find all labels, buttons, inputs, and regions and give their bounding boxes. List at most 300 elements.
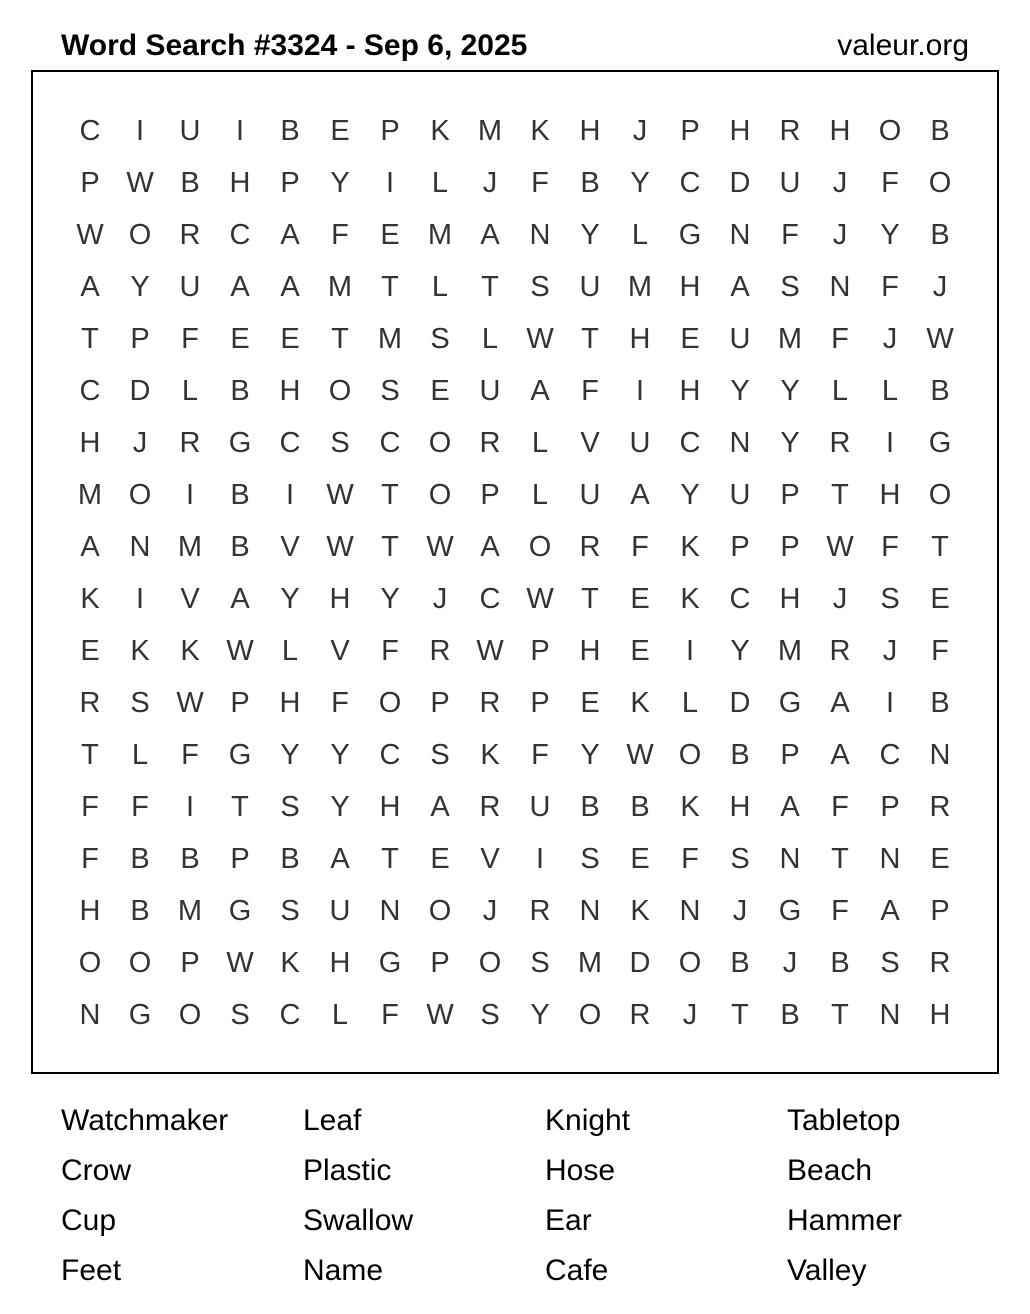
- grid-letter[interactable]: B: [230, 478, 250, 511]
- grid-letter[interactable]: O: [928, 166, 952, 199]
- grid-letter[interactable]: H: [79, 894, 101, 927]
- grid-letter[interactable]: S: [130, 686, 150, 719]
- grid-letter[interactable]: S: [530, 946, 550, 979]
- grid-letter[interactable]: B: [930, 686, 950, 719]
- grid-letter[interactable]: O: [378, 686, 402, 719]
- grid-letter[interactable]: K: [480, 738, 500, 771]
- grid-letter[interactable]: K: [430, 114, 450, 147]
- grid-letter[interactable]: T: [831, 478, 849, 511]
- grid-letter[interactable]: J: [682, 998, 698, 1031]
- grid-letter[interactable]: P: [680, 114, 700, 147]
- grid-letter[interactable]: B: [780, 998, 800, 1031]
- grid-letter[interactable]: F: [81, 790, 99, 823]
- grid-letter[interactable]: E: [580, 686, 600, 719]
- grid-letter[interactable]: O: [678, 946, 702, 979]
- grid-letter[interactable]: S: [430, 322, 450, 355]
- grid-letter[interactable]: J: [432, 582, 448, 615]
- grid-letter[interactable]: Y: [780, 374, 800, 407]
- grid-letter[interactable]: K: [280, 946, 300, 979]
- grid-letter[interactable]: H: [579, 634, 601, 667]
- grid-letter[interactable]: U: [179, 270, 201, 303]
- grid-letter[interactable]: U: [329, 894, 351, 927]
- grid-letter[interactable]: L: [131, 738, 149, 771]
- grid-letter[interactable]: L: [681, 686, 699, 719]
- grid-letter[interactable]: M: [377, 322, 403, 355]
- grid-letter[interactable]: T: [581, 322, 599, 355]
- grid-letter[interactable]: Y: [280, 738, 300, 771]
- grid-letter[interactable]: E: [630, 634, 650, 667]
- grid-letter[interactable]: F: [181, 322, 199, 355]
- grid-letter[interactable]: J: [832, 218, 848, 251]
- grid-letter[interactable]: K: [80, 582, 100, 615]
- grid-letter[interactable]: V: [480, 842, 500, 875]
- grid-letter[interactable]: M: [327, 270, 353, 303]
- grid-letter[interactable]: H: [579, 114, 601, 147]
- grid-letter[interactable]: A: [230, 270, 250, 303]
- grid-letter[interactable]: V: [180, 582, 200, 615]
- grid-letter[interactable]: K: [680, 530, 700, 563]
- grid-letter[interactable]: N: [529, 218, 551, 251]
- grid-letter[interactable]: R: [929, 790, 951, 823]
- grid-letter[interactable]: E: [430, 374, 450, 407]
- grid-letter[interactable]: T: [381, 478, 399, 511]
- grid-letter[interactable]: B: [280, 842, 300, 875]
- grid-letter[interactable]: C: [279, 426, 301, 459]
- grid-letter[interactable]: O: [678, 738, 702, 771]
- grid-letter[interactable]: B: [930, 218, 950, 251]
- grid-letter[interactable]: F: [631, 530, 649, 563]
- grid-letter[interactable]: T: [831, 842, 849, 875]
- grid-letter[interactable]: R: [179, 426, 201, 459]
- grid-letter[interactable]: S: [330, 426, 350, 459]
- grid-letter[interactable]: P: [780, 478, 800, 511]
- grid-letter[interactable]: N: [729, 218, 751, 251]
- grid-letter[interactable]: E: [330, 114, 350, 147]
- grid-letter[interactable]: Y: [880, 218, 900, 251]
- grid-letter[interactable]: Y: [530, 998, 550, 1031]
- grid-letter[interactable]: B: [730, 738, 750, 771]
- grid-letter[interactable]: F: [581, 374, 599, 407]
- grid-letter[interactable]: O: [928, 478, 952, 511]
- grid-letter[interactable]: D: [129, 374, 151, 407]
- grid-letter[interactable]: N: [579, 894, 601, 927]
- grid-letter[interactable]: C: [79, 374, 101, 407]
- grid-letter[interactable]: O: [178, 998, 202, 1031]
- grid-letter[interactable]: H: [279, 686, 301, 719]
- grid-letter[interactable]: F: [831, 322, 849, 355]
- grid-letter[interactable]: D: [729, 686, 751, 719]
- grid-letter[interactable]: K: [680, 582, 700, 615]
- grid-letter[interactable]: U: [629, 426, 651, 459]
- grid-letter[interactable]: F: [131, 790, 149, 823]
- grid-letter[interactable]: R: [479, 426, 501, 459]
- grid-letter[interactable]: M: [177, 894, 203, 927]
- grid-letter[interactable]: B: [580, 790, 600, 823]
- grid-letter[interactable]: A: [730, 270, 750, 303]
- grid-letter[interactable]: J: [882, 634, 898, 667]
- grid-letter[interactable]: J: [132, 426, 148, 459]
- grid-letter[interactable]: F: [831, 894, 849, 927]
- grid-letter[interactable]: Y: [330, 738, 350, 771]
- grid-letter[interactable]: K: [530, 114, 550, 147]
- grid-letter[interactable]: P: [130, 322, 150, 355]
- grid-letter[interactable]: G: [678, 218, 702, 251]
- grid-letter[interactable]: H: [679, 374, 701, 407]
- grid-letter[interactable]: J: [632, 114, 648, 147]
- grid-letter[interactable]: T: [481, 270, 499, 303]
- grid-letter[interactable]: K: [630, 894, 650, 927]
- grid-letter[interactable]: L: [881, 374, 899, 407]
- grid-letter[interactable]: H: [329, 946, 351, 979]
- grid-letter[interactable]: A: [830, 738, 850, 771]
- grid-letter[interactable]: A: [830, 686, 850, 719]
- grid-letter[interactable]: I: [685, 634, 695, 667]
- grid-letter[interactable]: N: [829, 270, 851, 303]
- grid-letter[interactable]: W: [226, 946, 254, 979]
- grid-letter[interactable]: H: [279, 374, 301, 407]
- grid-letter[interactable]: I: [635, 374, 645, 407]
- grid-letter[interactable]: E: [430, 842, 450, 875]
- grid-letter[interactable]: E: [80, 634, 100, 667]
- grid-letter[interactable]: F: [181, 738, 199, 771]
- grid-letter[interactable]: F: [881, 270, 899, 303]
- grid-letter[interactable]: S: [280, 894, 300, 927]
- grid-letter[interactable]: H: [879, 478, 901, 511]
- grid-letter[interactable]: L: [831, 374, 849, 407]
- grid-letter[interactable]: V: [280, 530, 300, 563]
- grid-letter[interactable]: E: [280, 322, 300, 355]
- grid-letter[interactable]: E: [930, 842, 950, 875]
- grid-letter[interactable]: B: [830, 946, 850, 979]
- grid-letter[interactable]: F: [381, 998, 399, 1031]
- grid-letter[interactable]: F: [331, 218, 349, 251]
- grid-letter[interactable]: W: [926, 322, 954, 355]
- grid-letter[interactable]: P: [180, 946, 200, 979]
- grid-letter[interactable]: M: [77, 478, 103, 511]
- grid-letter[interactable]: P: [380, 114, 400, 147]
- grid-letter[interactable]: U: [729, 478, 751, 511]
- grid-letter[interactable]: U: [579, 270, 601, 303]
- grid-letter[interactable]: Y: [330, 790, 350, 823]
- grid-letter[interactable]: T: [581, 582, 599, 615]
- grid-letter[interactable]: J: [832, 166, 848, 199]
- grid-letter[interactable]: P: [430, 686, 450, 719]
- grid-letter[interactable]: N: [679, 894, 701, 927]
- grid-letter[interactable]: E: [630, 842, 650, 875]
- grid-letter[interactable]: W: [426, 998, 454, 1031]
- grid-letter[interactable]: M: [627, 270, 653, 303]
- grid-letter[interactable]: H: [729, 790, 751, 823]
- grid-letter[interactable]: P: [930, 894, 950, 927]
- grid-letter[interactable]: A: [530, 374, 550, 407]
- grid-letter[interactable]: F: [381, 634, 399, 667]
- grid-letter[interactable]: C: [79, 114, 101, 147]
- grid-letter[interactable]: M: [427, 218, 453, 251]
- grid-letter[interactable]: R: [779, 114, 801, 147]
- grid-letter[interactable]: W: [826, 530, 854, 563]
- grid-letter[interactable]: Y: [280, 582, 300, 615]
- grid-letter[interactable]: R: [829, 426, 851, 459]
- grid-letter[interactable]: N: [129, 530, 151, 563]
- grid-letter[interactable]: H: [379, 790, 401, 823]
- grid-letter[interactable]: I: [385, 166, 395, 199]
- grid-letter[interactable]: B: [180, 166, 200, 199]
- grid-letter[interactable]: I: [135, 114, 145, 147]
- grid-letter[interactable]: H: [929, 998, 951, 1031]
- grid-letter[interactable]: B: [180, 842, 200, 875]
- grid-letter[interactable]: I: [535, 842, 545, 875]
- grid-letter[interactable]: W: [326, 478, 354, 511]
- grid-letter[interactable]: U: [179, 114, 201, 147]
- grid-letter[interactable]: U: [479, 374, 501, 407]
- grid-letter[interactable]: M: [777, 634, 803, 667]
- grid-letter[interactable]: R: [479, 686, 501, 719]
- grid-letter[interactable]: W: [526, 322, 554, 355]
- grid-letter[interactable]: J: [932, 270, 948, 303]
- grid-letter[interactable]: F: [931, 634, 949, 667]
- grid-letter[interactable]: J: [482, 166, 498, 199]
- grid-letter[interactable]: R: [179, 218, 201, 251]
- grid-letter[interactable]: T: [81, 322, 99, 355]
- grid-letter[interactable]: H: [729, 114, 751, 147]
- grid-letter[interactable]: B: [580, 166, 600, 199]
- grid-letter[interactable]: O: [428, 426, 452, 459]
- grid-letter[interactable]: Y: [730, 634, 750, 667]
- grid-letter[interactable]: R: [629, 998, 651, 1031]
- grid-letter[interactable]: G: [778, 686, 802, 719]
- grid-letter[interactable]: W: [226, 634, 254, 667]
- grid-letter[interactable]: B: [230, 374, 250, 407]
- grid-letter[interactable]: C: [379, 738, 401, 771]
- grid-letter[interactable]: G: [128, 998, 152, 1031]
- grid-letter[interactable]: N: [379, 894, 401, 927]
- grid-letter[interactable]: H: [79, 426, 101, 459]
- grid-letter[interactable]: W: [526, 582, 554, 615]
- grid-letter[interactable]: B: [280, 114, 300, 147]
- grid-letter[interactable]: T: [831, 998, 849, 1031]
- grid-letter[interactable]: B: [730, 946, 750, 979]
- grid-letter[interactable]: O: [328, 374, 352, 407]
- grid-letter[interactable]: M: [477, 114, 503, 147]
- grid-letter[interactable]: L: [431, 166, 449, 199]
- grid-letter[interactable]: W: [126, 166, 154, 199]
- grid-letter[interactable]: W: [426, 530, 454, 563]
- grid-letter[interactable]: J: [832, 582, 848, 615]
- grid-letter[interactable]: Y: [580, 218, 600, 251]
- grid-letter[interactable]: N: [929, 738, 951, 771]
- grid-letter[interactable]: P: [280, 166, 300, 199]
- grid-letter[interactable]: B: [230, 530, 250, 563]
- grid-letter[interactable]: V: [330, 634, 350, 667]
- grid-letter[interactable]: S: [530, 270, 550, 303]
- grid-letter[interactable]: F: [681, 842, 699, 875]
- grid-letter[interactable]: H: [779, 582, 801, 615]
- grid-letter[interactable]: P: [530, 686, 550, 719]
- grid-letter[interactable]: O: [428, 894, 452, 927]
- grid-letter[interactable]: H: [679, 270, 701, 303]
- grid-letter[interactable]: I: [285, 478, 295, 511]
- grid-letter[interactable]: B: [930, 374, 950, 407]
- grid-letter[interactable]: R: [79, 686, 101, 719]
- grid-letter[interactable]: P: [230, 686, 250, 719]
- grid-letter[interactable]: F: [781, 218, 799, 251]
- grid-letter[interactable]: W: [76, 218, 104, 251]
- grid-letter[interactable]: R: [429, 634, 451, 667]
- grid-letter[interactable]: E: [230, 322, 250, 355]
- grid-letter[interactable]: A: [80, 530, 100, 563]
- grid-letter[interactable]: A: [80, 270, 100, 303]
- grid-letter[interactable]: F: [881, 530, 899, 563]
- grid-letter[interactable]: H: [829, 114, 851, 147]
- grid-letter[interactable]: L: [281, 634, 299, 667]
- grid-letter[interactable]: I: [185, 478, 195, 511]
- grid-letter[interactable]: I: [135, 582, 145, 615]
- grid-letter[interactable]: L: [331, 998, 349, 1031]
- grid-letter[interactable]: A: [280, 218, 300, 251]
- grid-letter[interactable]: L: [431, 270, 449, 303]
- grid-letter[interactable]: I: [235, 114, 245, 147]
- grid-letter[interactable]: A: [480, 218, 500, 251]
- grid-letter[interactable]: N: [879, 842, 901, 875]
- grid-letter[interactable]: K: [680, 790, 700, 823]
- grid-letter[interactable]: O: [578, 998, 602, 1031]
- grid-letter[interactable]: A: [630, 478, 650, 511]
- grid-letter[interactable]: A: [780, 790, 800, 823]
- grid-letter[interactable]: D: [629, 946, 651, 979]
- grid-letter[interactable]: V: [580, 426, 600, 459]
- grid-letter[interactable]: R: [479, 790, 501, 823]
- grid-letter[interactable]: E: [380, 218, 400, 251]
- grid-letter[interactable]: F: [81, 842, 99, 875]
- grid-letter[interactable]: S: [280, 790, 300, 823]
- grid-letter[interactable]: W: [476, 634, 504, 667]
- grid-letter[interactable]: P: [880, 790, 900, 823]
- grid-letter[interactable]: S: [730, 842, 750, 875]
- grid-letter[interactable]: C: [729, 582, 751, 615]
- grid-letter[interactable]: P: [230, 842, 250, 875]
- grid-letter[interactable]: R: [529, 894, 551, 927]
- grid-letter[interactable]: F: [331, 686, 349, 719]
- grid-letter[interactable]: H: [229, 166, 251, 199]
- grid-letter[interactable]: U: [579, 478, 601, 511]
- grid-letter[interactable]: T: [231, 790, 249, 823]
- grid-letter[interactable]: C: [379, 426, 401, 459]
- grid-letter[interactable]: R: [829, 634, 851, 667]
- grid-letter[interactable]: A: [230, 582, 250, 615]
- grid-letter[interactable]: T: [381, 270, 399, 303]
- grid-letter[interactable]: T: [81, 738, 99, 771]
- grid-letter[interactable]: C: [229, 218, 251, 251]
- grid-letter[interactable]: P: [530, 634, 550, 667]
- grid-letter[interactable]: G: [378, 946, 402, 979]
- grid-letter[interactable]: A: [430, 790, 450, 823]
- grid-letter[interactable]: O: [78, 946, 102, 979]
- grid-letter[interactable]: U: [779, 166, 801, 199]
- grid-letter[interactable]: O: [128, 946, 152, 979]
- grid-letter[interactable]: J: [782, 946, 798, 979]
- grid-letter[interactable]: O: [128, 478, 152, 511]
- grid-letter[interactable]: Y: [680, 478, 700, 511]
- grid-letter[interactable]: Y: [580, 738, 600, 771]
- grid-letter[interactable]: C: [879, 738, 901, 771]
- grid-letter[interactable]: R: [929, 946, 951, 979]
- grid-letter[interactable]: U: [729, 322, 751, 355]
- grid-letter[interactable]: B: [630, 790, 650, 823]
- grid-letter[interactable]: F: [881, 166, 899, 199]
- grid-letter[interactable]: M: [577, 946, 603, 979]
- grid-letter[interactable]: Y: [780, 426, 800, 459]
- grid-letter[interactable]: Y: [380, 582, 400, 615]
- grid-letter[interactable]: P: [780, 530, 800, 563]
- grid-letter[interactable]: A: [880, 894, 900, 927]
- grid-letter[interactable]: T: [931, 530, 949, 563]
- grid-letter[interactable]: N: [729, 426, 751, 459]
- grid-letter[interactable]: F: [531, 738, 549, 771]
- grid-letter[interactable]: I: [885, 686, 895, 719]
- grid-letter[interactable]: U: [529, 790, 551, 823]
- grid-letter[interactable]: G: [228, 738, 252, 771]
- grid-letter[interactable]: O: [478, 946, 502, 979]
- grid-letter[interactable]: K: [130, 634, 150, 667]
- grid-letter[interactable]: S: [380, 374, 400, 407]
- grid-letter[interactable]: E: [680, 322, 700, 355]
- grid-letter[interactable]: J: [732, 894, 748, 927]
- grid-letter[interactable]: S: [230, 998, 250, 1031]
- grid-letter[interactable]: C: [279, 998, 301, 1031]
- grid-letter[interactable]: O: [878, 114, 902, 147]
- grid-letter[interactable]: L: [481, 322, 499, 355]
- grid-letter[interactable]: L: [181, 374, 199, 407]
- grid-letter[interactable]: M: [777, 322, 803, 355]
- grid-letter[interactable]: P: [480, 478, 500, 511]
- grid-letter[interactable]: G: [928, 426, 952, 459]
- grid-letter[interactable]: H: [629, 322, 651, 355]
- grid-letter[interactable]: H: [329, 582, 351, 615]
- grid-letter[interactable]: Y: [130, 270, 150, 303]
- grid-letter[interactable]: G: [228, 894, 252, 927]
- grid-letter[interactable]: C: [679, 166, 701, 199]
- grid-letter[interactable]: B: [930, 114, 950, 147]
- grid-letter[interactable]: F: [831, 790, 849, 823]
- grid-letter[interactable]: M: [177, 530, 203, 563]
- grid-letter[interactable]: L: [531, 478, 549, 511]
- grid-letter[interactable]: C: [679, 426, 701, 459]
- grid-letter[interactable]: S: [880, 946, 900, 979]
- grid-letter[interactable]: J: [882, 322, 898, 355]
- grid-letter[interactable]: Y: [730, 374, 750, 407]
- grid-letter[interactable]: G: [778, 894, 802, 927]
- grid-letter[interactable]: A: [480, 530, 500, 563]
- grid-letter[interactable]: F: [531, 166, 549, 199]
- grid-letter[interactable]: R: [579, 530, 601, 563]
- grid-letter[interactable]: S: [480, 998, 500, 1031]
- grid-letter[interactable]: B: [130, 842, 150, 875]
- grid-letter[interactable]: S: [580, 842, 600, 875]
- grid-letter[interactable]: T: [381, 530, 399, 563]
- grid-letter[interactable]: B: [130, 894, 150, 927]
- grid-letter[interactable]: O: [528, 530, 552, 563]
- grid-letter[interactable]: A: [280, 270, 300, 303]
- grid-letter[interactable]: Y: [630, 166, 650, 199]
- grid-letter[interactable]: P: [430, 946, 450, 979]
- grid-letter[interactable]: G: [228, 426, 252, 459]
- grid-letter[interactable]: A: [330, 842, 350, 875]
- grid-letter[interactable]: S: [430, 738, 450, 771]
- grid-letter[interactable]: L: [631, 218, 649, 251]
- grid-letter[interactable]: D: [729, 166, 751, 199]
- grid-letter[interactable]: N: [79, 998, 101, 1031]
- grid-letter[interactable]: N: [879, 998, 901, 1031]
